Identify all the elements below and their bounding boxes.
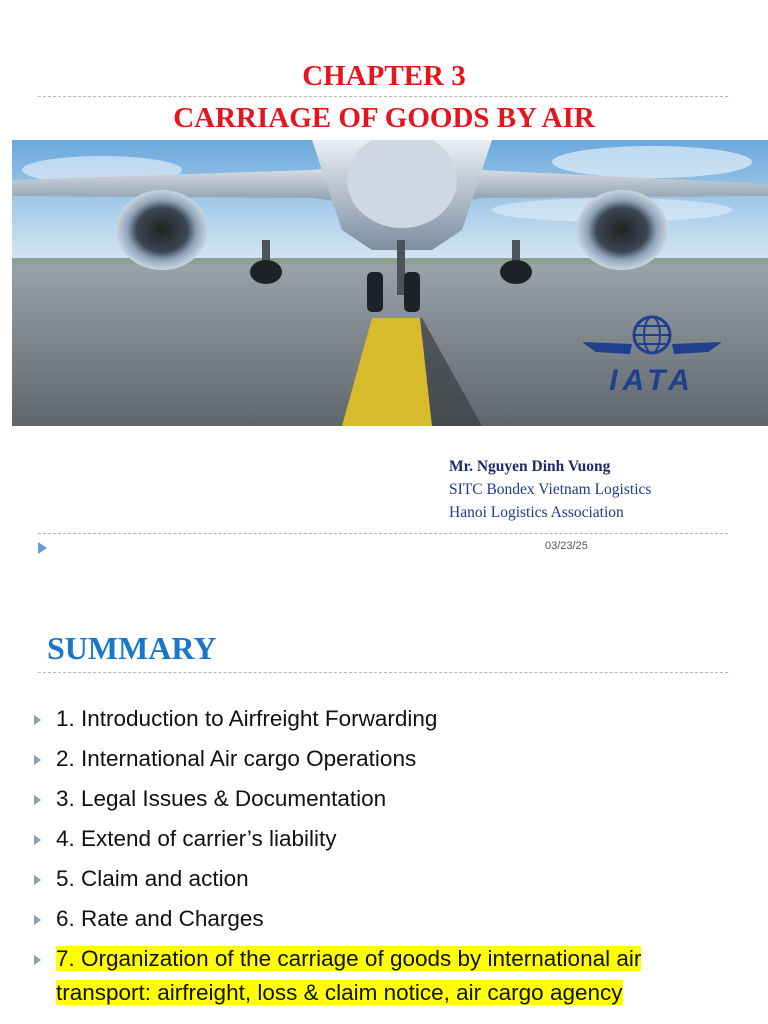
divider xyxy=(38,533,728,534)
list-item: 5. Claim and action xyxy=(34,862,734,902)
list-item: 4. Extend of carrier’s liability xyxy=(34,822,734,862)
airplane-photo xyxy=(12,140,768,426)
bullet-icon xyxy=(34,755,41,765)
slide-date: 03/23/25 xyxy=(545,540,588,552)
divider xyxy=(38,96,728,97)
list-item: 1. Introduction to Airfreight Forwarding xyxy=(34,702,734,742)
author-org-2: Hanoi Logistics Association xyxy=(449,504,624,521)
chapter-title: CARRIAGE OF GOODS BY AIR xyxy=(173,102,595,134)
author-org-1: SITC Bondex Vietnam Logistics xyxy=(449,481,652,498)
summary-list xyxy=(34,702,734,1010)
chapter-number: CHAPTER 3 xyxy=(302,60,466,92)
bullet-icon xyxy=(34,915,41,925)
bullet-icon xyxy=(34,875,41,885)
list-item: 3. Legal Issues & Documentation xyxy=(34,782,734,822)
author-block xyxy=(449,455,651,524)
play-triangle-icon xyxy=(38,542,47,554)
list-item: 2. International Air cargo Operations xyxy=(34,742,734,782)
bullet-icon xyxy=(34,955,41,965)
summary-slide xyxy=(0,600,768,1024)
list-item: 6. Rate and Charges xyxy=(34,902,734,942)
author-name: Mr. Nguyen Dinh Vuong xyxy=(449,458,611,475)
bullet-icon xyxy=(34,795,41,805)
summary-heading: SUMMARY xyxy=(47,630,217,666)
list-item-highlighted: 7. Organization of the carriage of goods by international air transport: airfreight, loss & claim notice, air cargo agency xyxy=(34,942,734,1010)
divider xyxy=(38,672,728,673)
bullet-icon xyxy=(34,715,41,725)
iata-logo-text: IATA xyxy=(609,364,695,397)
bullet-icon xyxy=(34,835,41,845)
